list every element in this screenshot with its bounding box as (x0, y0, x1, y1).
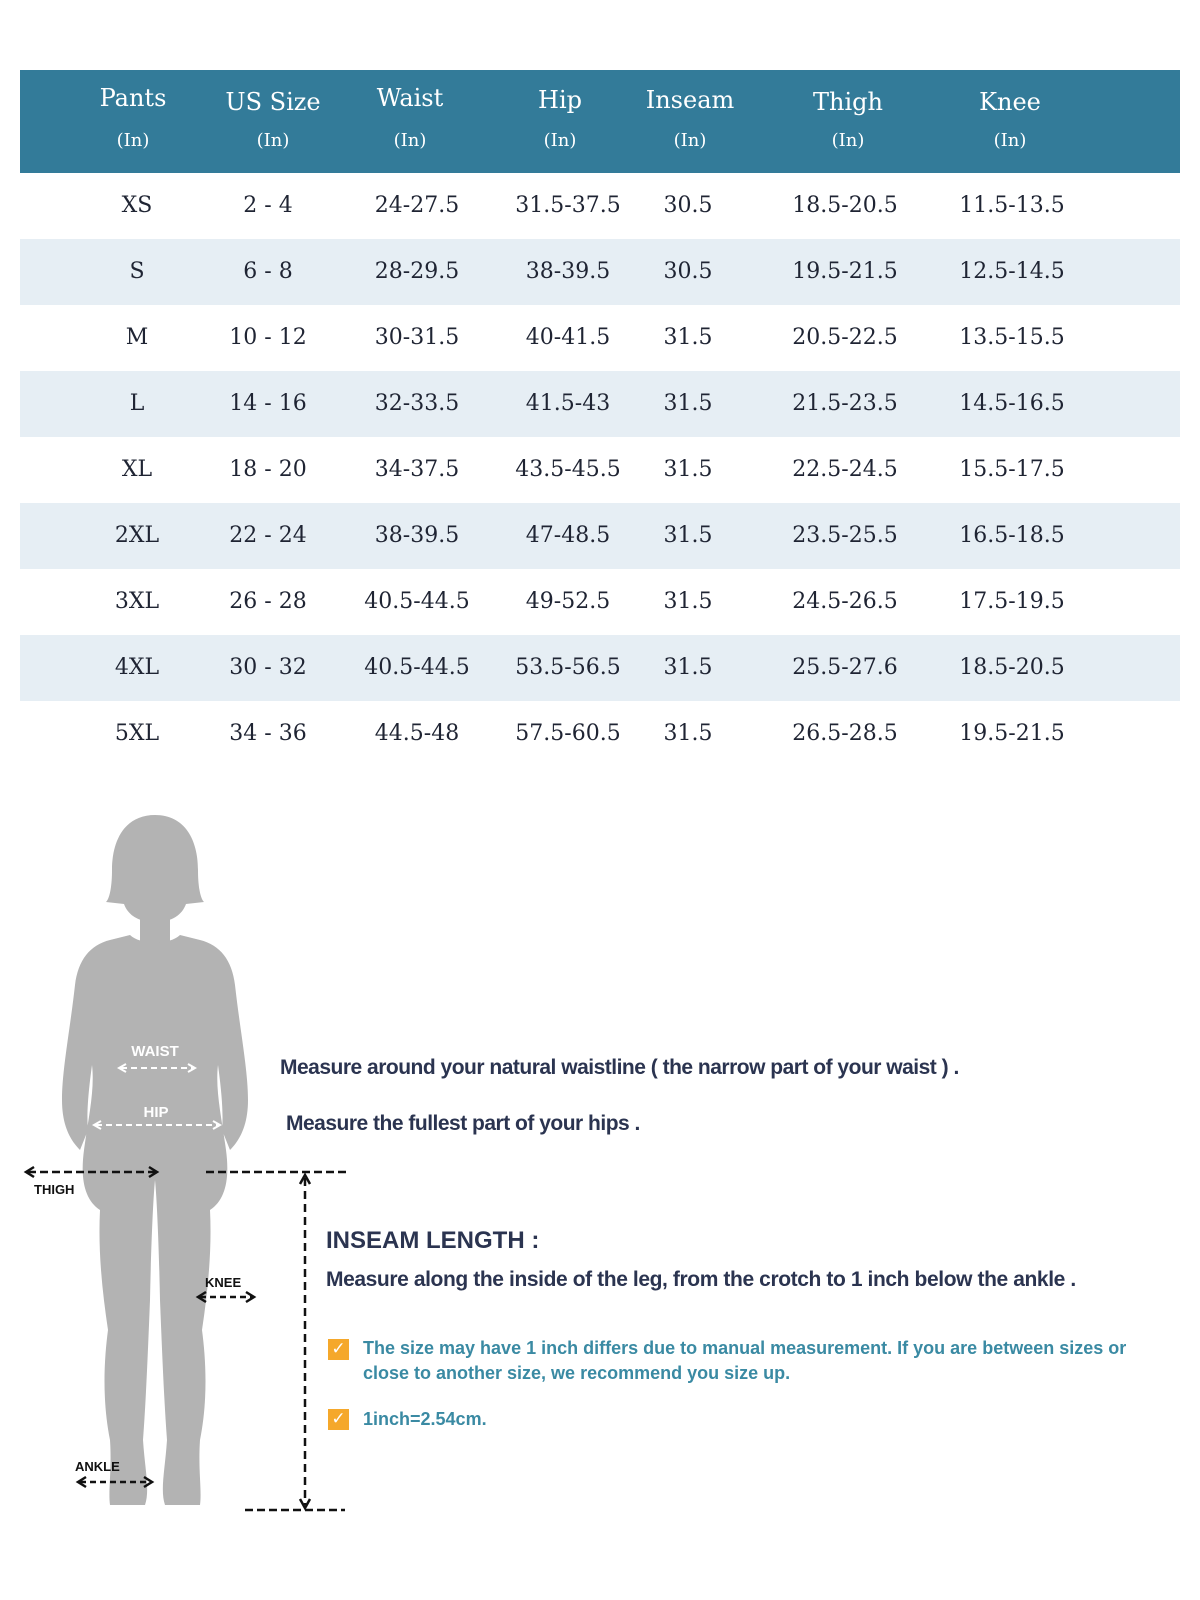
note-size-up (328, 1336, 1158, 1396)
table-cell: 4XL (114, 655, 160, 680)
table-cell: 24-27.5 (374, 193, 460, 218)
table-cell: 41.5-43 (525, 391, 611, 416)
table-cell: XS (121, 193, 153, 218)
table-cell: 12.5-14.5 (959, 259, 1065, 284)
body-shape (62, 935, 248, 1505)
table-cell: 30 - 32 (229, 655, 307, 680)
table-cell: 30-31.5 (374, 325, 460, 350)
header-knee: Knee (In) (979, 88, 1041, 151)
table-cell: 40.5-44.5 (364, 589, 470, 614)
table-cell: 31.5 (663, 457, 713, 482)
header-inseam: Inseam (In) (645, 86, 735, 151)
table-cell: 43.5-45.5 (515, 457, 621, 482)
table-cell: 14.5-16.5 (959, 391, 1065, 416)
table-cell: 32-33.5 (374, 391, 460, 416)
table-cell: 6 - 8 (243, 259, 293, 284)
table-cell: 31.5 (663, 721, 713, 746)
table-cell: 2 - 4 (243, 193, 293, 218)
table-cell: 26.5-28.5 (792, 721, 898, 746)
table-cell: 34 - 36 (229, 721, 307, 746)
table-cell: 14 - 16 (229, 391, 307, 416)
table-cell: 16.5-18.5 (959, 523, 1065, 548)
ankle-label: ANKLE (75, 1459, 120, 1474)
table-cell: 30.5 (663, 193, 713, 218)
hip-label: HIP (143, 1104, 169, 1121)
note-text: 1inch=2.54cm. (363, 1409, 487, 1429)
table-cell: 18.5-20.5 (792, 193, 898, 218)
table-cell: M (125, 325, 149, 350)
table-cell: 2XL (114, 523, 160, 548)
table-cell: 19.5-21.5 (792, 259, 898, 284)
table-cell: 24.5-26.5 (792, 589, 898, 614)
header-pants: Pants (In) (99, 84, 167, 151)
table-cell: L (129, 391, 145, 416)
table-cell: 57.5-60.5 (515, 721, 621, 746)
table-cell: 40-41.5 (525, 325, 611, 350)
table-cell: 13.5-15.5 (959, 325, 1065, 350)
table-cell: 38-39.5 (525, 259, 611, 284)
table-cell: 38-39.5 (374, 523, 460, 548)
table-cell: 31.5-37.5 (515, 193, 621, 218)
note-text: The size may have 1 inch differs due to manual measurement. If you are between sizes or close to another size, we recommend you size up. (363, 1338, 1127, 1383)
table-cell: 31.5 (663, 523, 713, 548)
header-us-size: US Size (In) (225, 88, 321, 151)
knee-label: KNEE (205, 1275, 242, 1290)
header-hip: Hip (In) (538, 86, 582, 151)
table-cell: 28-29.5 (374, 259, 460, 284)
table-cell: 40.5-44.5 (364, 655, 470, 680)
header-thigh: Thigh (In) (813, 88, 883, 151)
table-cell: 15.5-17.5 (959, 457, 1065, 482)
table-cell: 44.5-48 (374, 721, 460, 746)
table-cell: S (129, 259, 145, 284)
table-cell: 11.5-13.5 (959, 193, 1065, 218)
table-cell: 26 - 28 (229, 589, 307, 614)
table-cell: 25.5-27.6 (792, 655, 898, 680)
waist-instruction: Measure around your natural waistline ( the narrow part of your waist ) . (280, 1056, 959, 1079)
inseam-title: INSEAM LENGTH : (326, 1227, 540, 1254)
head-shape (106, 815, 204, 922)
table-cell: 31.5 (663, 589, 713, 614)
table-cell: 31.5 (663, 655, 713, 680)
table-cell: 47-48.5 (525, 523, 611, 548)
table-cell: 23.5-25.5 (792, 523, 898, 548)
neck-shape (140, 915, 170, 945)
table-cell: 49-52.5 (525, 589, 611, 614)
table-cell: 19.5-21.5 (959, 721, 1065, 746)
table-cell: 53.5-56.5 (515, 655, 621, 680)
checkbox-icon: ✓ (328, 1409, 349, 1430)
table-cell: 22 - 24 (229, 523, 307, 548)
waist-label: WAIST (131, 1043, 179, 1060)
table-cell: 20.5-22.5 (792, 325, 898, 350)
table-cell: 10 - 12 (229, 325, 307, 350)
checkbox-icon: ✓ (328, 1339, 349, 1360)
table-cell: 17.5-19.5 (959, 589, 1065, 614)
table-cell: XL (121, 457, 153, 482)
header-waist: Waist (In) (376, 84, 444, 151)
table-cell: 3XL (114, 589, 160, 614)
table-cell: 31.5 (663, 391, 713, 416)
note-conversion (328, 1407, 1158, 1437)
table-cell: 22.5-24.5 (792, 457, 898, 482)
table-cell: 18 - 20 (229, 457, 307, 482)
table-cell: 30.5 (663, 259, 713, 284)
inseam-instruction: Measure along the inside of the leg, from the crotch to 1 inch below the ankle . (326, 1268, 1076, 1291)
thigh-label: THIGH (34, 1182, 75, 1197)
table-cell: 18.5-20.5 (959, 655, 1065, 680)
table-cell: 31.5 (663, 325, 713, 350)
table-cell: 34-37.5 (374, 457, 460, 482)
table-cell: 5XL (114, 721, 160, 746)
table-cell: 21.5-23.5 (792, 391, 898, 416)
hip-instruction: Measure the fullest part of your hips . (286, 1112, 640, 1135)
